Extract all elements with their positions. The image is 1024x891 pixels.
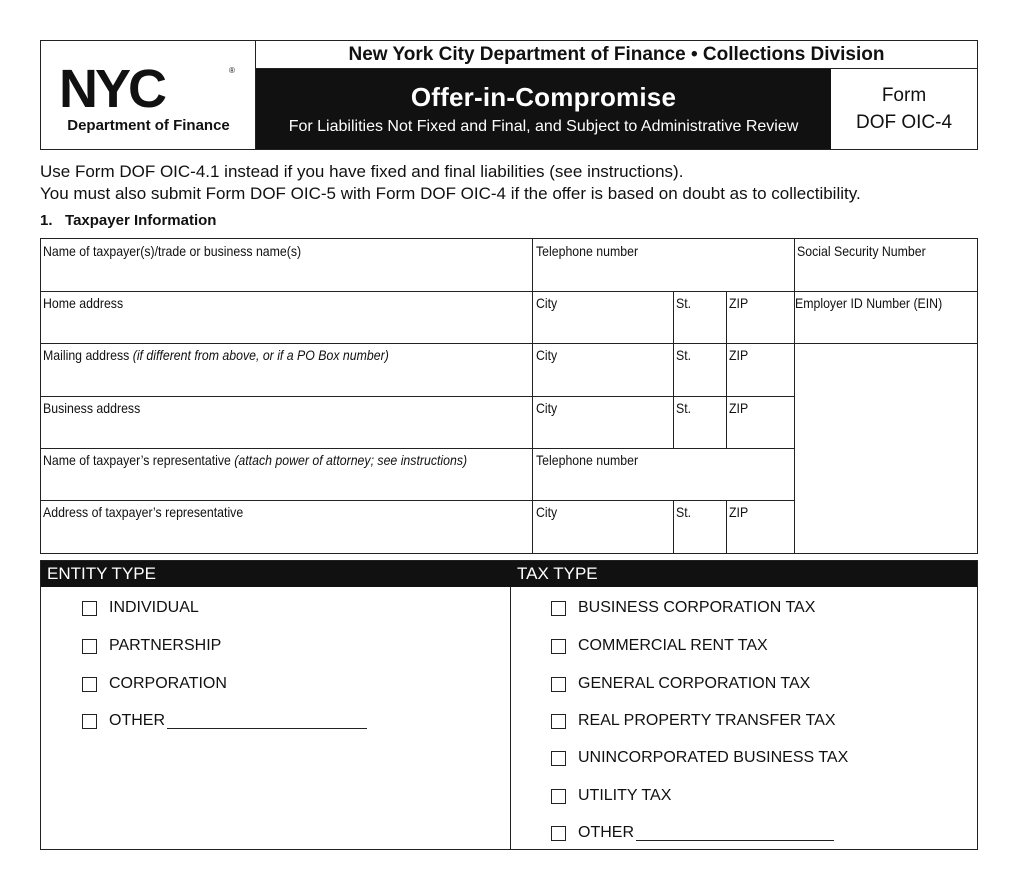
form-number-cell xyxy=(831,69,977,149)
entity-partnership-option[interactable]: PARTNERSHIP xyxy=(82,637,221,655)
form-number: DOF OIC-4 xyxy=(855,112,953,133)
nyc-logo-text: NYC xyxy=(59,65,165,111)
tax-utility-option[interactable]: UTILITY TAX xyxy=(551,787,671,805)
title-band xyxy=(256,69,831,149)
representative-state-field[interactable]: St. xyxy=(676,504,692,520)
mailing-address-field[interactable] xyxy=(43,347,389,363)
taxpayer-info-table xyxy=(40,238,978,554)
business-city-field[interactable]: City xyxy=(536,400,558,416)
section-title: Taxpayer Information xyxy=(65,212,217,229)
taxpayer-name-field[interactable]: Name of taxpayer(s)/trade or business name(s) xyxy=(43,243,302,259)
instruction-line-1: Use Form DOF OIC-4.1 instead if you have fixed and final liabilities (see instructions). xyxy=(40,162,684,181)
entity-corporation-option[interactable]: CORPORATION xyxy=(82,675,227,693)
ein-field[interactable]: Employer ID Number (EIN) xyxy=(795,295,943,311)
representative-city-field[interactable]: City xyxy=(536,504,558,520)
entity-other-option[interactable]: OTHER xyxy=(82,712,367,730)
representative-name-field[interactable] xyxy=(43,452,467,468)
checkbox[interactable] xyxy=(82,714,97,729)
entity-type-heading: ENTITY TYPE xyxy=(47,564,156,583)
form-header xyxy=(40,40,978,150)
svg-text:®: ® xyxy=(229,66,235,75)
representative-name-label: Name of taxpayer’s representative xyxy=(43,452,231,468)
logo-block xyxy=(41,41,256,149)
business-address-field[interactable]: Business address xyxy=(43,400,141,416)
tax-business-corporation-option[interactable]: BUSINESS CORPORATION TAX xyxy=(551,599,815,617)
mailing-zip-field[interactable]: ZIP xyxy=(729,347,749,363)
tax-commercial-rent-option[interactable]: COMMERCIAL RENT TAX xyxy=(551,637,768,655)
home-address-field[interactable]: Home address xyxy=(43,295,124,311)
checkbox[interactable] xyxy=(551,826,566,841)
tax-type-heading: TAX TYPE xyxy=(517,564,598,583)
home-state-field[interactable]: St. xyxy=(676,295,692,311)
home-zip-field[interactable]: ZIP xyxy=(729,295,749,311)
home-city-field[interactable]: City xyxy=(536,295,558,311)
checkbox[interactable] xyxy=(82,601,97,616)
tax-unincorporated-business-option[interactable]: UNINCORPORATED BUSINESS TAX xyxy=(551,749,848,767)
tax-real-property-transfer-option[interactable]: REAL PROPERTY TRANSFER TAX xyxy=(551,712,836,730)
tax-other-option[interactable]: OTHER xyxy=(551,824,834,842)
mailing-address-label: Mailing address xyxy=(43,347,130,363)
tax-other-line[interactable] xyxy=(636,826,834,841)
tax-general-corporation-option[interactable]: GENERAL CORPORATION TAX xyxy=(551,675,810,693)
representative-zip-field[interactable]: ZIP xyxy=(729,504,749,520)
entity-individual-option[interactable]: INDIVIDUAL xyxy=(82,599,199,617)
mailing-state-field[interactable]: St. xyxy=(676,347,692,363)
nyc-logo xyxy=(59,65,239,111)
checkbox[interactable] xyxy=(551,789,566,804)
business-state-field[interactable]: St. xyxy=(676,400,692,416)
checkbox[interactable] xyxy=(551,601,566,616)
form-label: Form xyxy=(881,85,927,106)
checkbox[interactable] xyxy=(551,677,566,692)
section-heading xyxy=(40,212,216,229)
representative-address-field[interactable]: Address of taxpayer’s representative xyxy=(43,504,244,520)
checkbox[interactable] xyxy=(551,639,566,654)
entity-tax-header xyxy=(41,561,977,587)
checkbox[interactable] xyxy=(551,714,566,729)
representative-telephone-field[interactable]: Telephone number xyxy=(536,452,639,468)
business-zip-field[interactable]: ZIP xyxy=(729,400,749,416)
representative-name-note: (attach power of attorney; see instructions) xyxy=(234,452,468,468)
ssn-field[interactable]: Social Security Number xyxy=(797,243,926,259)
checkbox[interactable] xyxy=(82,639,97,654)
mailing-address-note: (if different from above, or if a PO Box number) xyxy=(132,347,389,363)
checkbox[interactable] xyxy=(551,751,566,766)
column-divider xyxy=(510,587,511,849)
section-number: 1. xyxy=(40,212,53,229)
form-subtitle: For Liabilities Not Fixed and Final, and Subject to Administrative Review xyxy=(288,118,799,135)
division-title: New York City Department of Finance • Collections Division xyxy=(256,41,977,69)
form-title: Offer-in-Compromise xyxy=(410,82,677,112)
checkbox[interactable] xyxy=(82,677,97,692)
department-label: Department of Finance xyxy=(67,117,230,134)
mailing-city-field[interactable]: City xyxy=(536,347,558,363)
instruction-line-2: You must also submit Form DOF OIC-5 with Form DOF OIC-4 if the offer is based on doubt as to collectibility. xyxy=(40,184,861,203)
entity-other-line[interactable] xyxy=(167,714,367,729)
entity-tax-type-section xyxy=(40,560,978,850)
telephone-field[interactable]: Telephone number xyxy=(536,243,639,259)
